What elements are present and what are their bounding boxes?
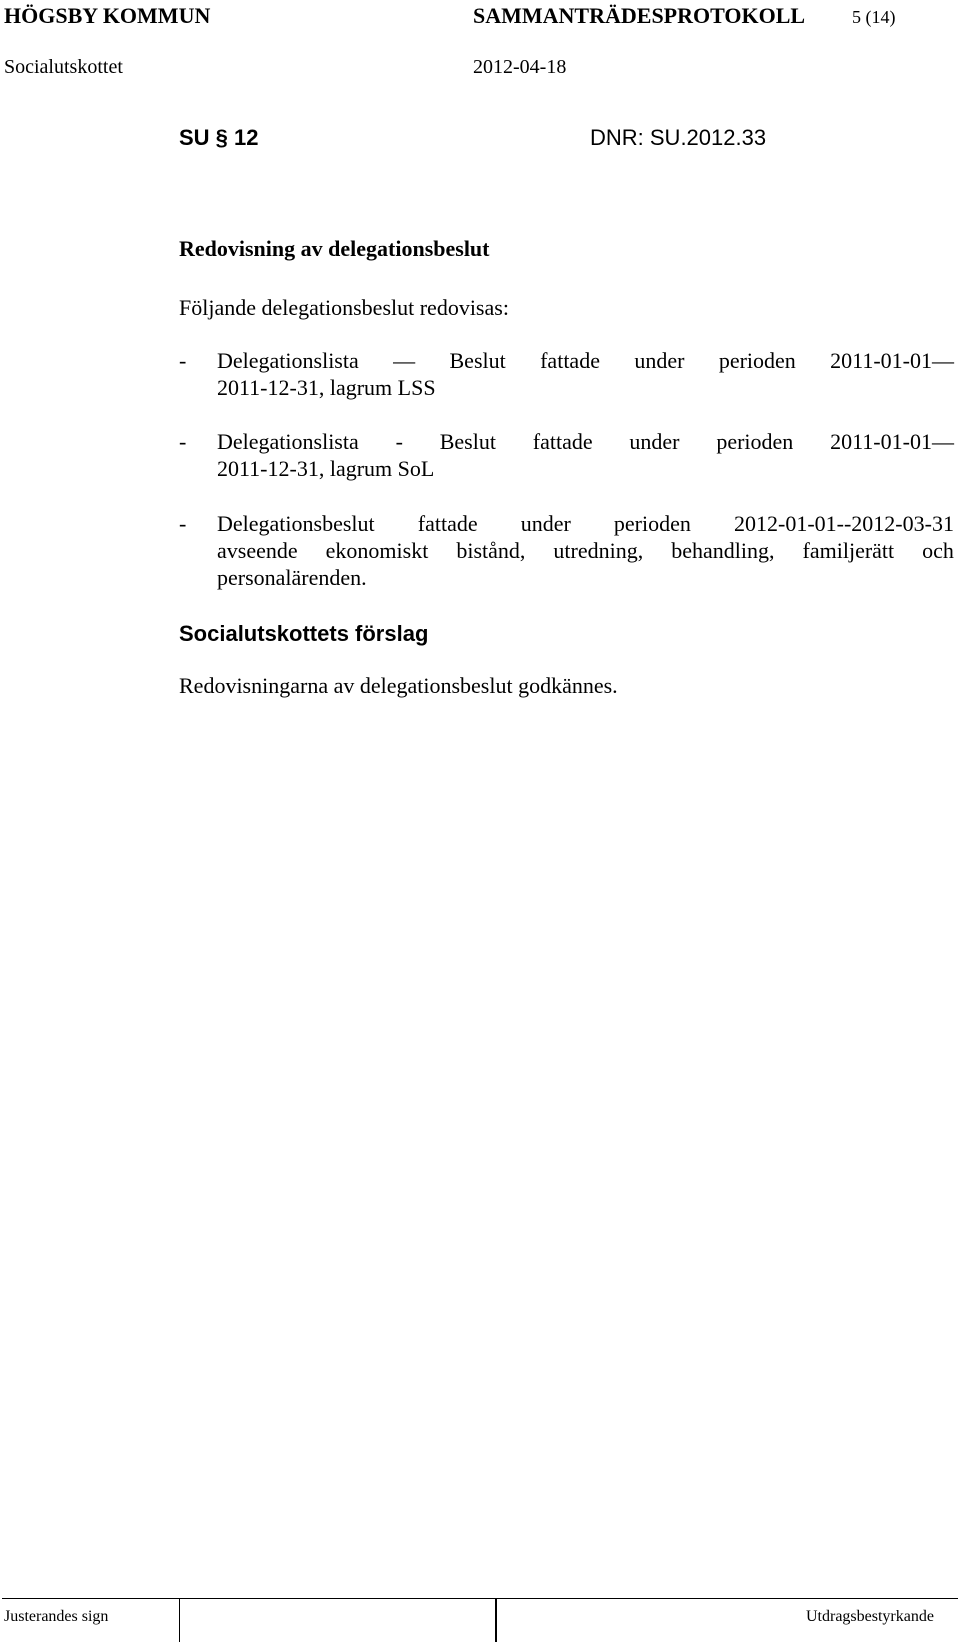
- page-number: 5 (14): [852, 7, 896, 27]
- department-name: Socialutskottet: [4, 56, 123, 78]
- proposal-text: Redovisningarna av delegationsbeslut godkännes.: [179, 673, 618, 698]
- list-bullet: -: [179, 511, 187, 536]
- document-type: SAMMANTRÄDESPROTOKOLL: [473, 3, 806, 28]
- paragraph-number: SU § 12: [179, 125, 259, 150]
- list-bullet: -: [179, 348, 187, 373]
- list-item-line: personalärenden.: [217, 565, 367, 590]
- list-item-line: 2011-12-31, lagrum LSS: [217, 375, 436, 400]
- list-bullet: -: [179, 429, 187, 454]
- footer-extract-label: Utdragsbestyrkande: [806, 1608, 934, 1625]
- meeting-date: 2012-04-18: [473, 56, 567, 78]
- intro-text: Följande delegationsbeslut redovisas:: [179, 295, 509, 320]
- proposal-heading: Socialutskottets förslag: [179, 621, 429, 646]
- list-item: [179, 510, 954, 591]
- list-item: [179, 428, 954, 482]
- list-item-line: avseende ekonomiskt bistånd, utredning, behandling, familjerätt och: [217, 538, 954, 563]
- list-item-line: Delegationslista - Beslut fattade under perioden 2011-01-01—: [217, 429, 954, 454]
- organization-name: HÖGSBY KOMMUN: [4, 3, 211, 28]
- list-item-line: 2011-12-31, lagrum SoL: [217, 456, 435, 481]
- section-title: Redovisning av delegationsbeslut: [179, 236, 490, 261]
- diary-number: DNR: SU.2012.33: [590, 125, 767, 150]
- list-item-line: Delegationsbeslut fattade under perioden 2012-01-01--2012-03-31: [217, 511, 954, 536]
- list-item: [179, 347, 954, 401]
- list-item-line: Delegationslista — Beslut fattade under perioden 2011-01-01—: [217, 348, 954, 373]
- footer-sign-label: Justerandes sign: [4, 1608, 109, 1625]
- footer-sign-area: [179, 1598, 497, 1642]
